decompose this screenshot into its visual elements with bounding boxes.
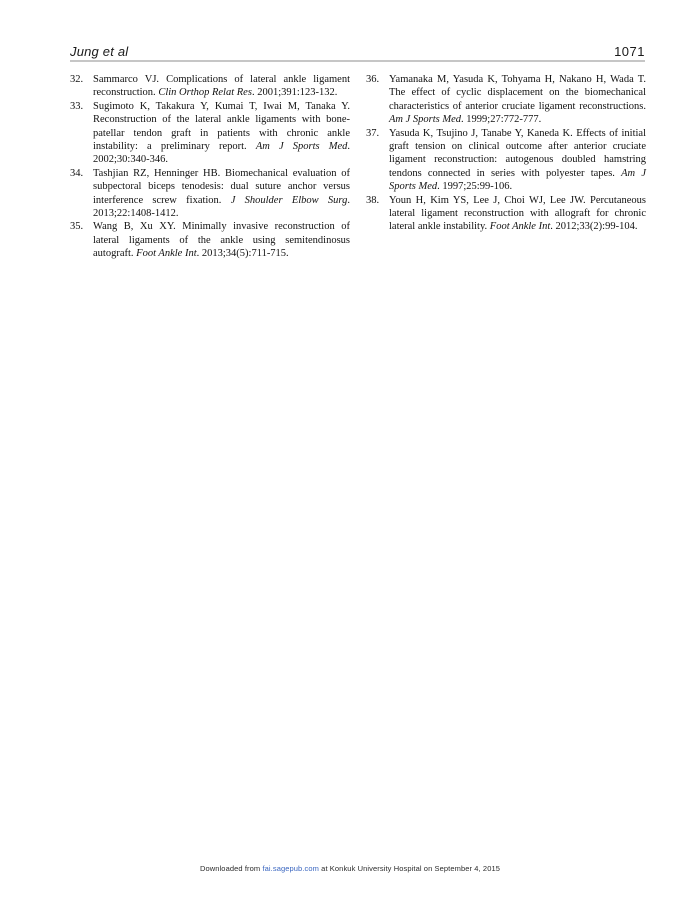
reference-text: Yamanaka M, Yasuda K, Tohyama H, Nakano H, Wada T. The effect of cyclic displacement on the biomechanical characteristics of anterior cruciate ligament reconstructions. Am J Sports Med. 1999;27:772-777. (389, 74, 646, 126)
reference-text: Tashjian RZ, Henninger HB. Biomechanical evaluation of subpectoral biceps tenodesis: dual suture anchor versus interference screw fixation. J Shoulder Elbow Surg. 2013;22:1408-1412. (93, 167, 350, 220)
reference-item (366, 73, 646, 127)
references-column-left (70, 73, 350, 261)
reference-text: Wang B, Xu XY. Minimally invasive reconstruction of lateral ligaments of the ankle using semitendinosus autograft. Foot Ankle Int. 2013;34(5):711-715. (93, 221, 350, 260)
reference-text: Sammarco VJ. Complications of lateral ankle ligament reconstruction. Clin Orthop Relat Res. 2001;391:123-132. (93, 74, 350, 99)
reference-item (70, 167, 350, 221)
footer-suffix-text: at Konkuk University Hospital on September 4, 2015 (318, 864, 501, 873)
reference-number: 33. (70, 100, 84, 112)
reference-number: 37. (366, 127, 380, 139)
reference-number: 34. (70, 167, 84, 179)
header-rule (70, 60, 645, 62)
sagepub-link[interactable]: fai.sagepub.com (262, 864, 319, 873)
page-number: 1071 (614, 44, 645, 59)
reference-number: 38. (366, 194, 380, 206)
reference-number: 35. (70, 221, 84, 233)
references-section (70, 73, 646, 261)
references-column-right (366, 73, 646, 261)
running-head: Jung et al (70, 44, 129, 59)
page-footer (0, 864, 700, 873)
footer-prefix-text: Downloaded from (199, 864, 263, 873)
reference-text: Yasuda K, Tsujino J, Tanabe Y, Kaneda K. Effects of initial graft tension on clinical outcome after anterior cruciate ligament reconstruction: autogenous doubled hamstring tendons connected in series with polyester tapes. Am J Sports Med. 1997;25:99-106. (389, 127, 646, 193)
reference-item (70, 220, 350, 260)
reference-text: Sugimoto K, Takakura Y, Kumai T, Iwai M, Tanaka Y. Reconstruction of the lateral ankle ligaments with bone-patellar tendon graft in patients with chronic ankle instability: a preliminary report. Am J Sports Med. 2002;30:340-346. (93, 100, 350, 166)
reference-number: 32. (70, 74, 84, 85)
reference-item (366, 127, 646, 194)
reference-item (366, 194, 646, 234)
page-header (70, 44, 645, 59)
reference-number: 36. (366, 74, 380, 85)
reference-item (70, 100, 350, 167)
reference-text: Youn H, Kim YS, Lee J, Choi WJ, Lee JW. Percutaneous lateral ligament reconstruction with allograft for chronic lateral ankle instability. Foot Ankle Int. 2012;33(2):99-104. (389, 194, 646, 233)
reference-item (70, 73, 350, 100)
